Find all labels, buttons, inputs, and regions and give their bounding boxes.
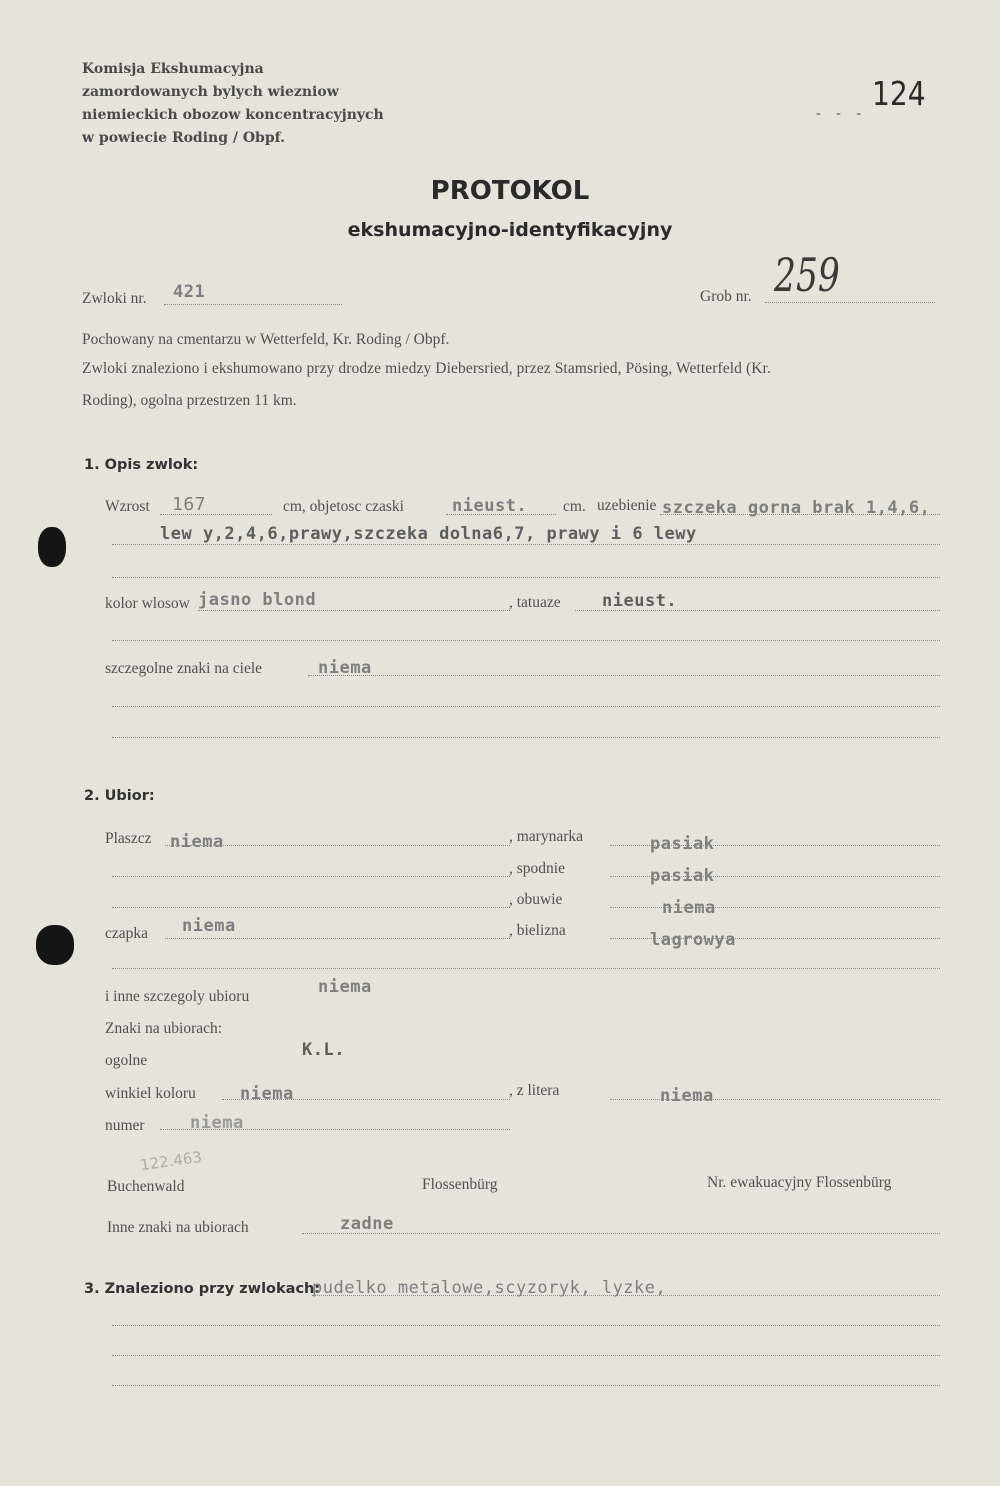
czapka-line (165, 938, 510, 939)
tatuaze-value: nieust. (602, 591, 678, 611)
ogolne-value: K.L. (302, 1040, 345, 1060)
burial-line-2: Zwloki znaleziono i ekshumowano przy drodze miedzy Diebersried, przez Stamsried, Pösing, Wetterfeld (Kr. (82, 360, 771, 377)
czapka-extra-line (112, 968, 940, 969)
burial-line-1: Pochowany na cmentarzu w Wetterfeld, Kr. Roding / Obpf. (82, 331, 450, 348)
plaszcz-label: Plaszcz (105, 830, 152, 847)
section3-value: pudelko metalowe,scyzoryk, lyzke, (312, 1278, 667, 1298)
zwloki-label: Zwloki nr. (82, 290, 147, 307)
section3-line-3 (112, 1355, 940, 1356)
cm-objetosc-label: cm, objetosc czaski (283, 498, 404, 515)
szczegolne-znaki-value: niema (318, 658, 372, 678)
kolor-value: jasno blond (198, 590, 317, 610)
numer-value: niema (190, 1113, 244, 1133)
punch-hole-top (38, 527, 66, 567)
spodnie-label: , spodnie (509, 860, 565, 877)
section3-heading: 3. Znaleziono przy zwlokach: (84, 1281, 321, 1297)
wzrost-label: Wzrost (105, 498, 150, 515)
inne-szczegoly-value: niema (318, 977, 372, 997)
page-subtitle: ekshumacyjno-identyfikacyjny (347, 219, 673, 241)
wzrost-line (160, 514, 272, 515)
znaki-ubiorach-label: Znaki na ubiorach: (105, 1020, 223, 1037)
plaszcz-extra-line (112, 876, 510, 877)
punch-hole-bottom (36, 925, 74, 965)
numer-label: numer (105, 1117, 145, 1134)
marynarka-value: pasiak (650, 834, 715, 854)
obuwie-line (610, 907, 940, 908)
bielizna-value: lagrowya (650, 930, 736, 950)
zwloki-value: 421 (173, 282, 206, 302)
section3-line-4 (112, 1385, 940, 1386)
ogolne-label: ogolne (105, 1052, 148, 1069)
kolor-extra-line (112, 640, 940, 641)
kolor-label: kolor wlosow (105, 595, 190, 612)
obuwie-label: , obuwie (509, 891, 563, 908)
zwloki-line (164, 304, 342, 305)
plaszcz-line (165, 845, 510, 846)
grob-line (765, 302, 935, 303)
page-number: 124 (872, 74, 926, 113)
czaski-line (446, 514, 556, 515)
inne-znaki-line (302, 1233, 940, 1234)
ewakuacyjny-label: Nr. ewakuacyjny Flossenbürg (707, 1174, 892, 1191)
znaki-line-1 (308, 675, 940, 676)
inne-znaki-value: zadne (340, 1214, 394, 1234)
uzebienie-line-2 (112, 544, 940, 545)
page-title: PROTOKOL (430, 176, 590, 206)
spodnie-value: pasiak (650, 866, 715, 886)
burial-line-3: Roding), ogolna przestrzen 11 km. (82, 392, 297, 409)
winkiel-value: niema (240, 1084, 294, 1104)
marynarka-line (610, 845, 940, 846)
czapka-value: niema (182, 916, 236, 936)
section2-heading: 2. Ubior: (84, 788, 155, 804)
czaski-value: nieust. (452, 496, 528, 516)
org-line-4: w powiecie Roding / Obpf. (82, 130, 286, 146)
uzebienie-value-2: lew y,2,4,6,prawy,szczeka dolna6,7, prawy i 6 lewy (160, 524, 697, 544)
plaszcz-value: niema (170, 832, 224, 852)
grob-label: Grob nr. (700, 288, 752, 305)
org-header (82, 58, 384, 150)
cm2-label: cm. (563, 498, 586, 515)
bielizna-line (610, 938, 940, 939)
bielizna-label: , bielizna (509, 922, 566, 939)
czapka-label: czapka (105, 925, 149, 942)
znaki-line-2 (112, 706, 940, 707)
numer-line (160, 1129, 510, 1130)
section1-heading: 1. Opis zwlok: (84, 457, 199, 473)
inne-znaki-label: Inne znaki na ubiorach (107, 1219, 249, 1236)
uzebienie-label: uzebienie (597, 497, 657, 514)
inne-szczegoly-label: i inne szczegoly ubioru (105, 988, 250, 1005)
winkiel-line (222, 1099, 510, 1100)
uzebienie-value-1: szczeka gorna brak 1,4,6, (662, 498, 931, 518)
znaki-line-3 (112, 737, 940, 738)
section3-line-2 (112, 1325, 940, 1326)
spodnie-line (610, 876, 940, 877)
page-number-dashes: - - - (816, 106, 867, 121)
flossenburg-label: Flossenbürg (422, 1176, 498, 1193)
szczegolne-znaki-label: szczegolne znaki na ciele (105, 660, 263, 677)
grob-value: 259 (774, 248, 840, 302)
org-line-2: zamordowanych bylych wiezniow (82, 84, 339, 100)
org-line-1: Komisja Ekshumacyjna (82, 61, 264, 77)
uzebienie-line-3 (112, 577, 940, 578)
obuwie-value: niema (662, 898, 716, 918)
wzrost-value: 167 (172, 494, 207, 515)
faint-pencil-number: 122.463 (139, 1147, 203, 1175)
litera-label: , z litera (509, 1082, 560, 1099)
winkiel-label: winkiel koloru (105, 1085, 196, 1102)
kolor-line (198, 610, 510, 611)
section3-line-1 (312, 1295, 940, 1296)
buchenwald-label: Buchenwald (107, 1178, 185, 1195)
org-line-3: niemieckich obozow koncentracyjnych (82, 107, 384, 123)
litera-line (610, 1099, 940, 1100)
litera-value: niema (660, 1086, 714, 1106)
obuwie-extra-line (112, 907, 510, 908)
tatuaze-line (575, 610, 940, 611)
marynarka-label: , marynarka (509, 828, 584, 845)
uzebienie-line-1 (660, 514, 940, 515)
tatuaze-label: , tatuaze (509, 594, 561, 611)
